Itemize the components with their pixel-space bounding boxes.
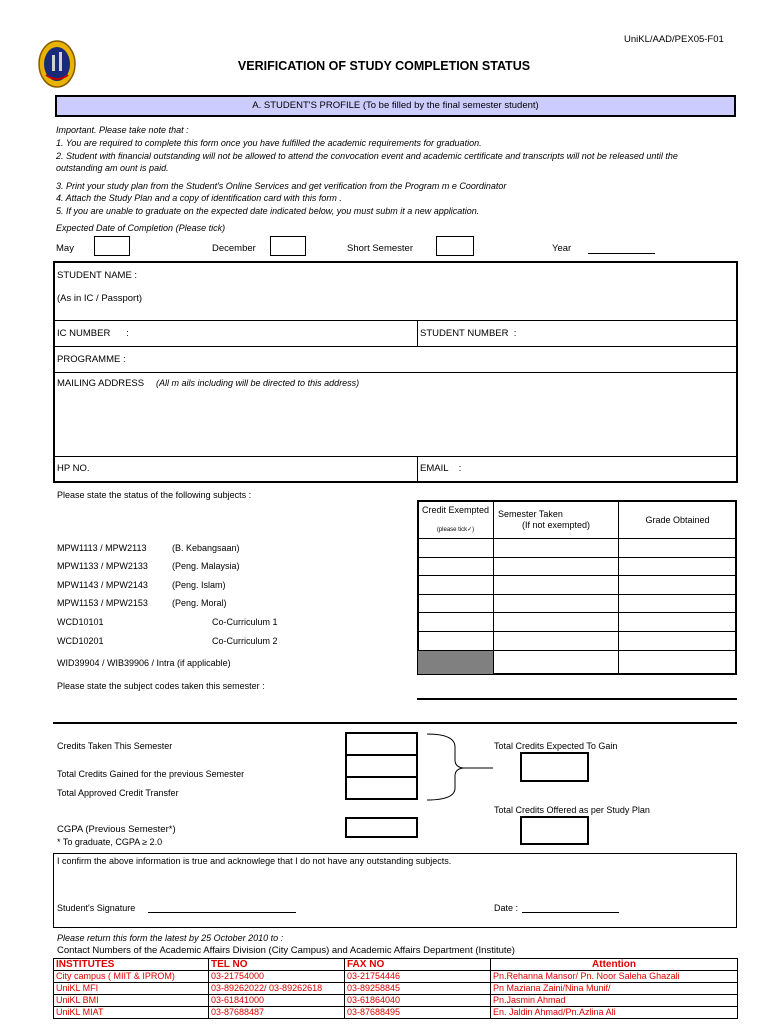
col-please-tick: (please tick✓) xyxy=(436,527,475,533)
email-label: EMAIL : xyxy=(420,463,462,474)
note-item: 3. Print your study plan from the Student's Online Services and get verification from the Program m e Coordinator xyxy=(56,181,507,191)
shaded-cell xyxy=(418,651,493,674)
document-code: UniKL/AAD/PEX05-F01 xyxy=(624,34,724,45)
institute-cell: UniKL MFI xyxy=(54,983,209,995)
may-label: May xyxy=(56,243,74,254)
divider xyxy=(417,457,418,482)
institute-cell: UniKL BMI xyxy=(54,995,209,1007)
divider xyxy=(418,612,736,613)
table-header-row xyxy=(54,959,738,971)
programme-label: PROGRAMME : xyxy=(57,354,126,365)
col-if-not-exempted: (If not exempted) xyxy=(521,520,591,530)
table-row xyxy=(54,983,738,995)
fax-cell: 03-61864040 xyxy=(345,995,491,1007)
completion-label: Expected Date of Completion (Please tick) xyxy=(56,223,226,233)
confirmation-statement: I confirm the above information is true and acknowlege that I do not have any outstanding subjects. xyxy=(57,856,452,866)
institute-cell: City campus ( MIIT & IPROM) xyxy=(54,971,209,983)
attention-cell: Pn.Rehanna Mansor/ Pn. Noor Saleha Ghazali xyxy=(491,971,738,983)
december-checkbox[interactable] xyxy=(270,236,306,256)
return-deadline: Please return this form the latest by 25 October 2010 to : xyxy=(57,933,284,943)
subject-code: MPW1113 / MPW2113 xyxy=(57,543,147,553)
signature-field[interactable] xyxy=(148,912,296,913)
may-checkbox[interactable] xyxy=(94,236,130,256)
section-a-header: A. STUDENT'S PROFILE (To be filled by the final semester student) xyxy=(55,95,736,117)
col-grade-obtained: Grade Obtained xyxy=(645,515,710,525)
divider xyxy=(418,557,736,558)
offered-study-plan-input[interactable] xyxy=(520,816,589,845)
fax-cell: 03-87688495 xyxy=(345,1007,491,1019)
attention-cell: Pn.Jasmin Ahmad xyxy=(491,995,738,1007)
subject-code: WID39904 / WIB39906 / Intra (if applicable) xyxy=(57,658,231,668)
table-row xyxy=(54,1007,738,1019)
subject-code: MPW1143 / MPW2143 xyxy=(57,580,148,590)
credit-transfer-label: Total Approved Credit Transfer xyxy=(57,788,179,798)
hp-no-label: HP NO. xyxy=(57,463,90,474)
subject-name: Co-Curriculum 1 xyxy=(212,617,278,627)
expected-to-gain-input[interactable] xyxy=(520,752,589,782)
short-semester-label: Short Semester xyxy=(347,243,413,254)
note-item: 4. Attach the Study Plan and a copy of identification card with this form . xyxy=(56,193,342,203)
subject-name: (Peng. Islam) xyxy=(172,580,226,590)
subject-code: WCD10201 xyxy=(57,636,104,646)
contacts-heading: Contact Numbers of the Academic Affairs Division (City Campus) and Academic Affairs Department (Institute) xyxy=(57,945,515,956)
short-semester-checkbox[interactable] xyxy=(436,236,474,256)
header-fax-no: FAX NO xyxy=(345,959,491,971)
credit-transfer-input[interactable] xyxy=(346,777,417,799)
table-row xyxy=(54,995,738,1007)
cgpa-input[interactable] xyxy=(345,817,418,838)
divider xyxy=(418,538,736,539)
date-label: Date : xyxy=(494,903,519,913)
subject-name: Co-Curriculum 2 xyxy=(212,636,278,646)
expected-to-gain-label: Total Credits Expected To Gain xyxy=(494,741,618,751)
student-number-label: STUDENT NUMBER : xyxy=(420,328,517,339)
subject-code: WCD10101 xyxy=(57,617,104,627)
col-semester-taken: Semester Taken xyxy=(498,509,563,519)
subjects-instruction: Please state the status of the following subjects : xyxy=(57,490,252,500)
credits-gained-input[interactable] xyxy=(346,755,417,776)
divider xyxy=(618,501,619,674)
year-field[interactable] xyxy=(588,253,655,254)
section-divider xyxy=(53,722,737,724)
institute-cell: UniKL MIAT xyxy=(54,1007,209,1019)
codes-this-semester-label: Please state the subject codes taken this semester : xyxy=(57,681,265,691)
divider xyxy=(54,320,737,321)
table-row xyxy=(54,971,738,983)
subject-name: (B. Kebangsaan) xyxy=(172,543,240,553)
as-in-ic-label: (As in IC / Passport) xyxy=(57,293,142,304)
subject-name: (Peng. Malaysia) xyxy=(172,561,240,571)
divider xyxy=(418,594,736,595)
tel-cell: 03-61841000 xyxy=(209,995,345,1007)
tel-cell: 03-21754000 xyxy=(209,971,345,983)
contacts-table xyxy=(53,958,738,1019)
december-label: December xyxy=(212,243,256,254)
divider xyxy=(418,575,736,576)
fax-cell: 03-21754446 xyxy=(345,971,491,983)
subject-name: (Peng. Moral) xyxy=(172,598,227,608)
signature-label: Student's Signature xyxy=(57,903,136,913)
header-attention: Attention xyxy=(491,959,738,971)
note-item: outstanding am ount is paid. xyxy=(56,163,169,173)
mailing-address-label: MAILING ADDRESS xyxy=(57,378,145,389)
note-item: 5. If you are unable to graduate on the expected date indicated below, you must subm it a new application. xyxy=(56,206,480,216)
cgpa-note: * To graduate, CGPA ≥ 2.0 xyxy=(57,837,163,847)
divider xyxy=(54,346,737,347)
attention-cell: En. Jaldin Ahmad/Pn.Azlina Ali xyxy=(491,1007,738,1019)
note-item: 2. Student with financial outstanding will not be allowed to attend the convocation event and academic certificate and transcripts will not be released until the xyxy=(56,151,678,161)
tel-cell: 03-87688487 xyxy=(209,1007,345,1019)
credits-taken-label: Credits Taken This Semester xyxy=(57,741,173,751)
date-field[interactable] xyxy=(522,912,619,913)
ic-number-label: IC NUMBER : xyxy=(57,328,129,339)
divider xyxy=(54,456,737,457)
note-item: 1. You are required to complete this form once you have fulfilled the academic requirements for graduation. xyxy=(56,138,482,148)
important-heading: Important. Please take note that : xyxy=(56,125,189,135)
offered-study-plan-label: Total Credits Offered as per Study Plan xyxy=(494,805,650,815)
brace-connector xyxy=(425,732,495,802)
subject-code: MPW1153 / MPW2153 xyxy=(57,598,148,608)
divider xyxy=(417,321,418,346)
header-tel-no: TEL NO xyxy=(209,959,345,971)
col-credit-exempted: Credit Exempted xyxy=(421,505,490,515)
cgpa-label: CGPA (Previous Semester*) xyxy=(57,824,176,835)
attention-cell: Pn Maziana Zaini/Nina Munif/ xyxy=(491,983,738,995)
codes-field[interactable] xyxy=(417,698,737,700)
fax-cell: 03-89258845 xyxy=(345,983,491,995)
tel-cell: 03-89262022/ 03-89262618 xyxy=(209,983,345,995)
divider xyxy=(54,372,737,373)
mailing-address-note: (All m ails including will be directed to this address) xyxy=(156,378,360,388)
year-label: Year xyxy=(552,243,572,254)
header-institutes: INSTITUTES xyxy=(54,959,209,971)
divider xyxy=(418,631,736,632)
credits-gained-label: Total Credits Gained for the previous Semester xyxy=(57,769,245,779)
subject-code: MPW1133 / MPW2133 xyxy=(57,561,148,571)
student-name-label: STUDENT NAME : xyxy=(57,270,138,281)
page-title: VERIFICATION OF STUDY COMPLETION STATUS xyxy=(237,59,531,73)
credits-taken-input[interactable] xyxy=(346,733,417,754)
